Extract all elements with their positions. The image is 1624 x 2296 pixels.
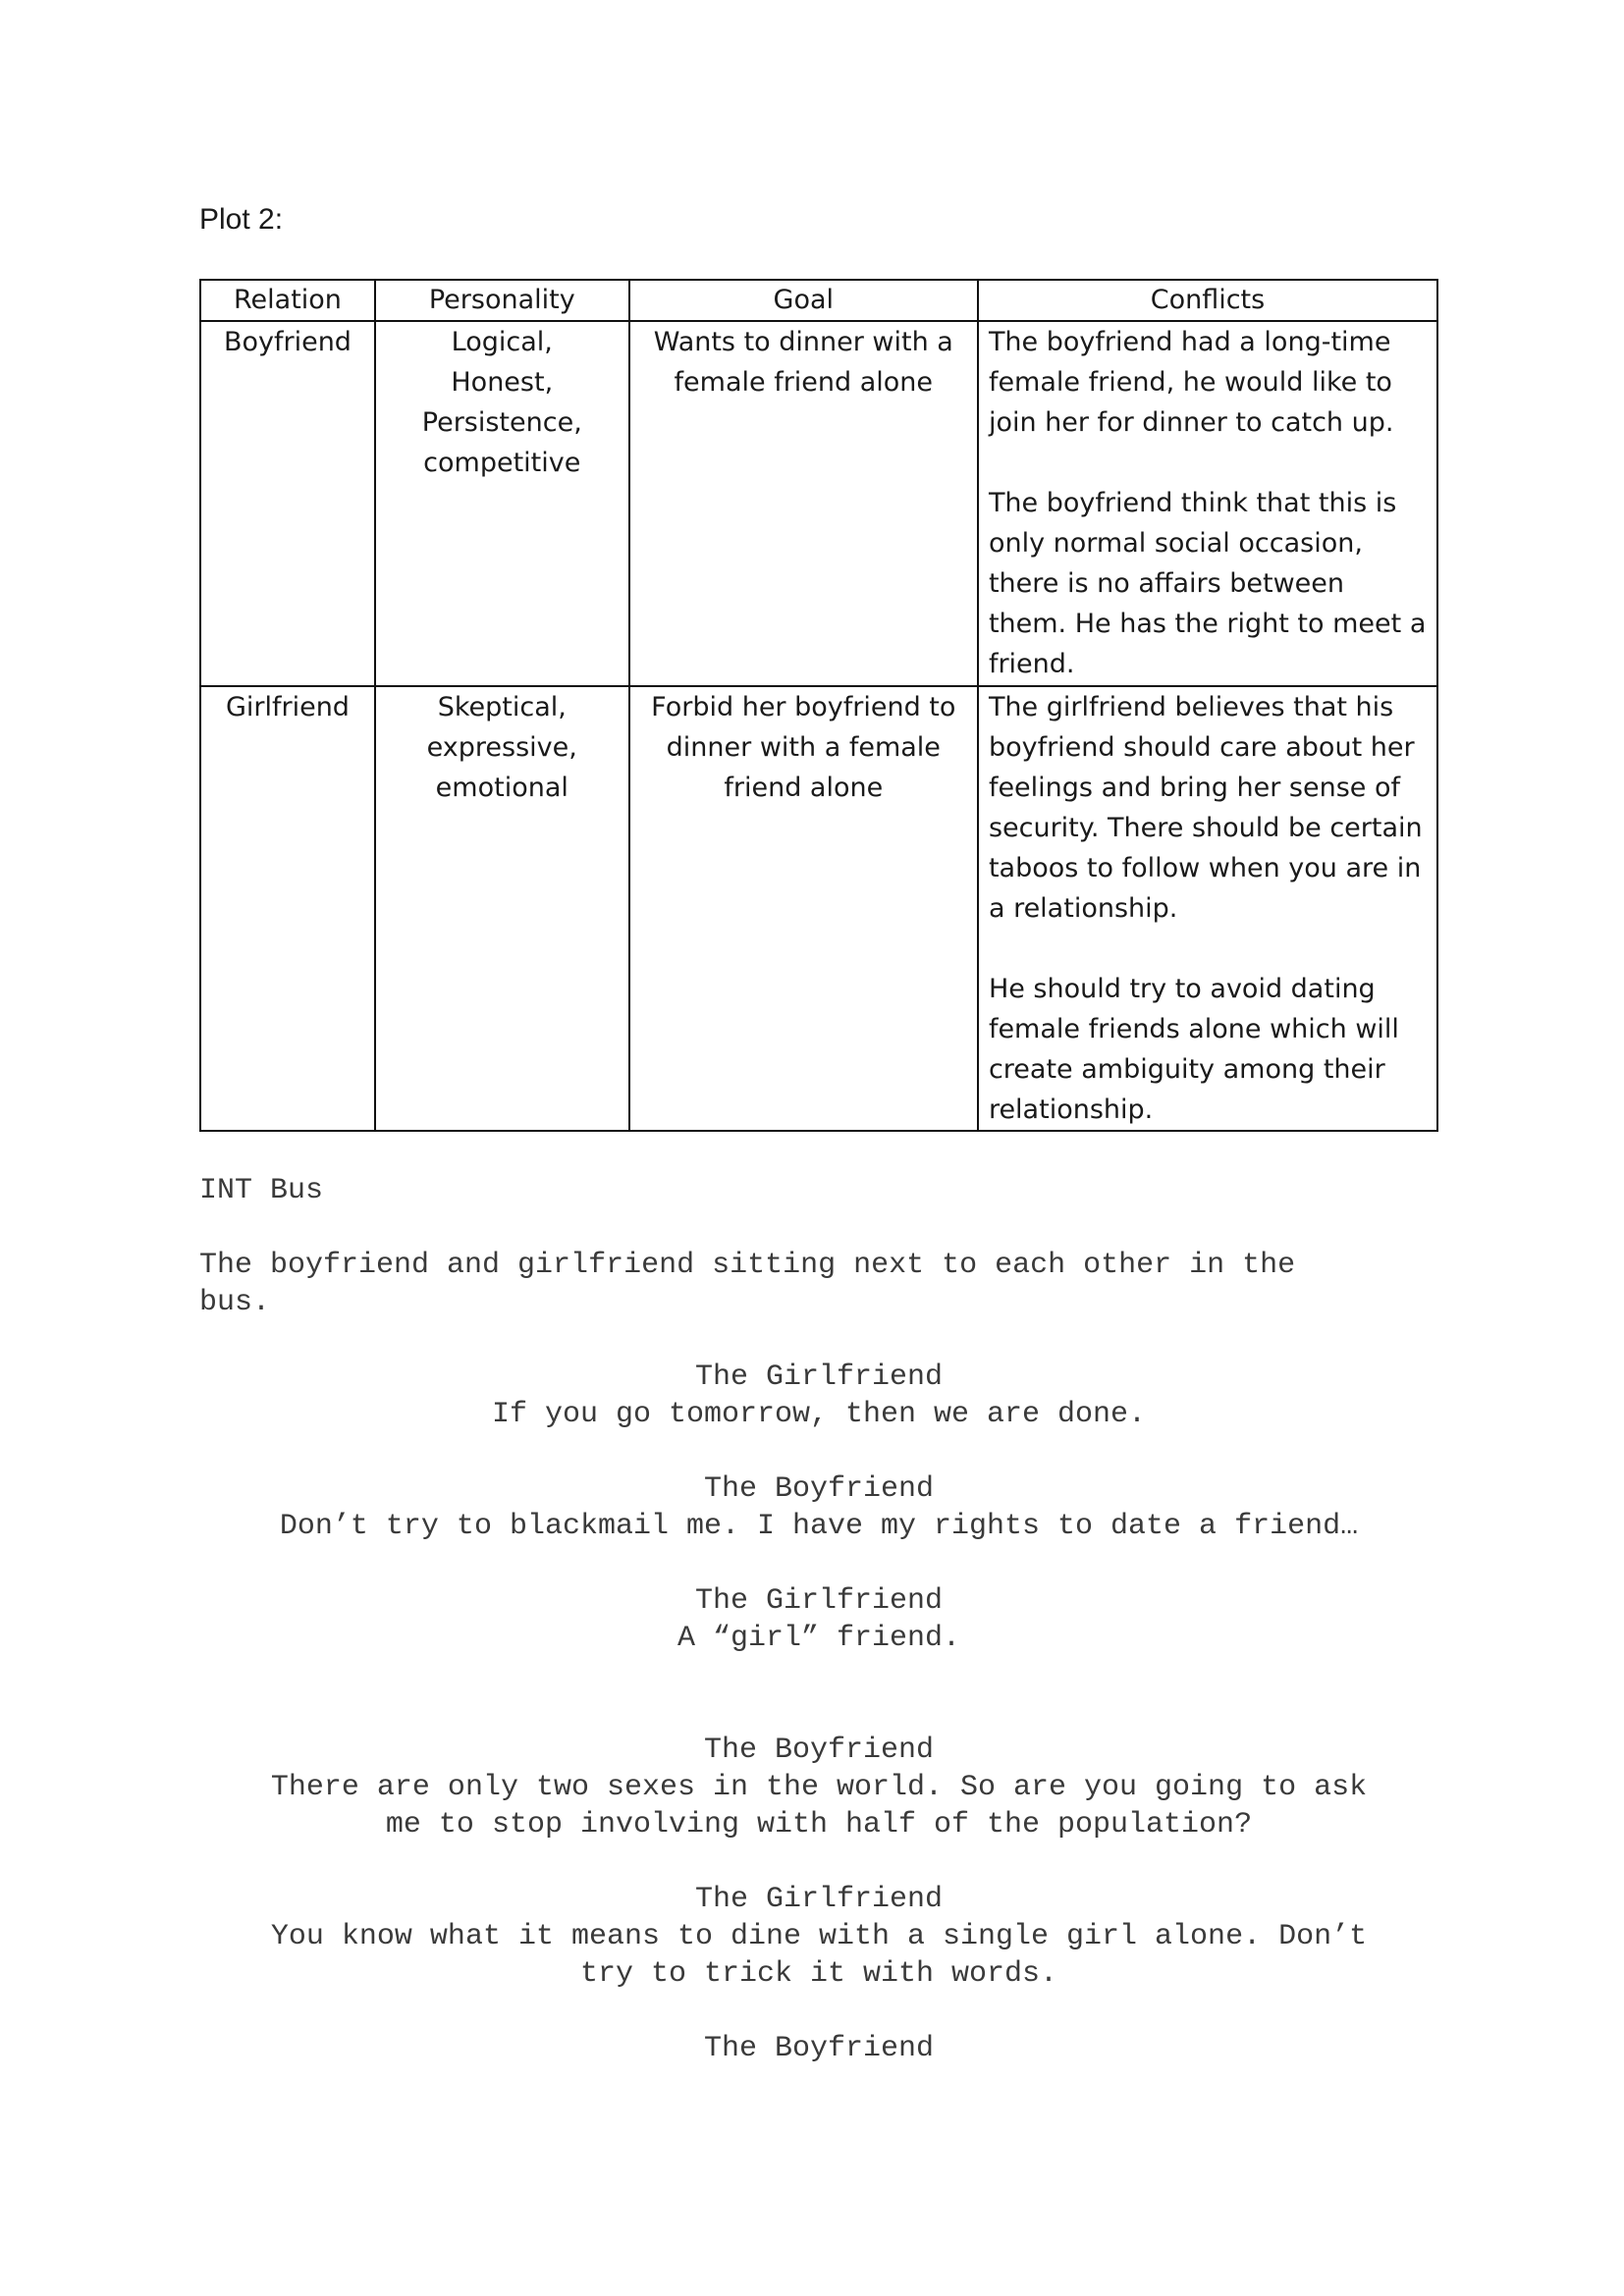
personality-trait: competitive (423, 448, 581, 478)
goal-line: friend alone (724, 773, 884, 803)
character-name: The Boyfriend (703, 2032, 935, 2065)
scene-heading: INT Bus (199, 1174, 324, 1207)
conflict-paragraph: The boyfriend had a long-time female friend, he would like to join her for dinner to catch up. (988, 327, 1394, 438)
character-table (199, 279, 1438, 1132)
personality-trait: emotional (435, 773, 568, 803)
character-name: The Girlfriend (694, 1883, 944, 1916)
dialogue-line: me to stop involving with half of the population? (385, 1808, 1253, 1842)
dialogue-line: There are only two sexes in the world. So are you going to ask (270, 1771, 1368, 1804)
character-name: The Girlfriend (694, 1584, 944, 1618)
dialogue-line: You know what it means to dine with a single girl alone. Don’t (270, 1920, 1368, 1953)
character-name: The Girlfriend (694, 1361, 944, 1394)
table-row-girlfriend (200, 686, 1437, 1131)
goal-line: Wants to dinner with a (653, 327, 953, 357)
conflict-paragraph: The girlfriend believes that his boyfriend should care about her feelings and bring her sense of security. There should be certain taboos to follow when you are in a relationship. (988, 692, 1423, 924)
header-personality: Personality (375, 280, 629, 321)
personality-trait: expressive, (426, 732, 577, 763)
header-goal: Goal (629, 280, 978, 321)
goal-line: female friend alone (674, 367, 934, 398)
action-line: bus. (199, 1286, 271, 1319)
conflict-paragraph: He should try to avoid dating female friends alone which will create ambiguity among their relationship. (988, 974, 1399, 1125)
dialogue-line: A “girl” friend. (677, 1622, 961, 1655)
goal-line: dinner with a female (666, 732, 941, 763)
personality-trait: Logical, (451, 327, 553, 357)
character-name: The Boyfriend (703, 1472, 935, 1506)
screenplay (199, 1172, 1438, 2067)
conflict-paragraph: The boyfriend think that this is only normal social occasion, there is no affairs between them. He has the right to meet a friend. (988, 488, 1427, 679)
header-relation: Relation (200, 280, 375, 321)
character-name: The Boyfriend (703, 1734, 935, 1767)
cell-relation: Girlfriend (200, 686, 375, 1131)
cell-relation: Boyfriend (200, 321, 375, 686)
personality-trait: Skeptical, (437, 692, 567, 722)
dialogue-line: Don’t try to blackmail me. I have my rights to date a friend… (279, 1510, 1359, 1543)
cell-personality (375, 686, 629, 1131)
cell-goal (629, 686, 978, 1131)
cell-conflicts (978, 686, 1437, 1131)
cell-conflicts (978, 321, 1437, 686)
action-line: The boyfriend and girlfriend sitting next to each other in the (199, 1249, 1296, 1282)
goal-line: Forbid her boyfriend to (651, 692, 956, 722)
personality-trait: Honest, (451, 367, 554, 398)
dialogue-line: try to trick it with words. (579, 1957, 1058, 1991)
dialogue-line: If you go tomorrow, then we are done. (491, 1398, 1147, 1431)
cell-personality (375, 321, 629, 686)
table-header-row (200, 280, 1437, 321)
cell-goal (629, 321, 978, 686)
personality-trait: Persistence, (421, 407, 582, 438)
table-row-boyfriend (200, 321, 1437, 686)
plot-title: Plot 2: (199, 203, 284, 236)
header-conflicts: Conflicts (978, 280, 1437, 321)
